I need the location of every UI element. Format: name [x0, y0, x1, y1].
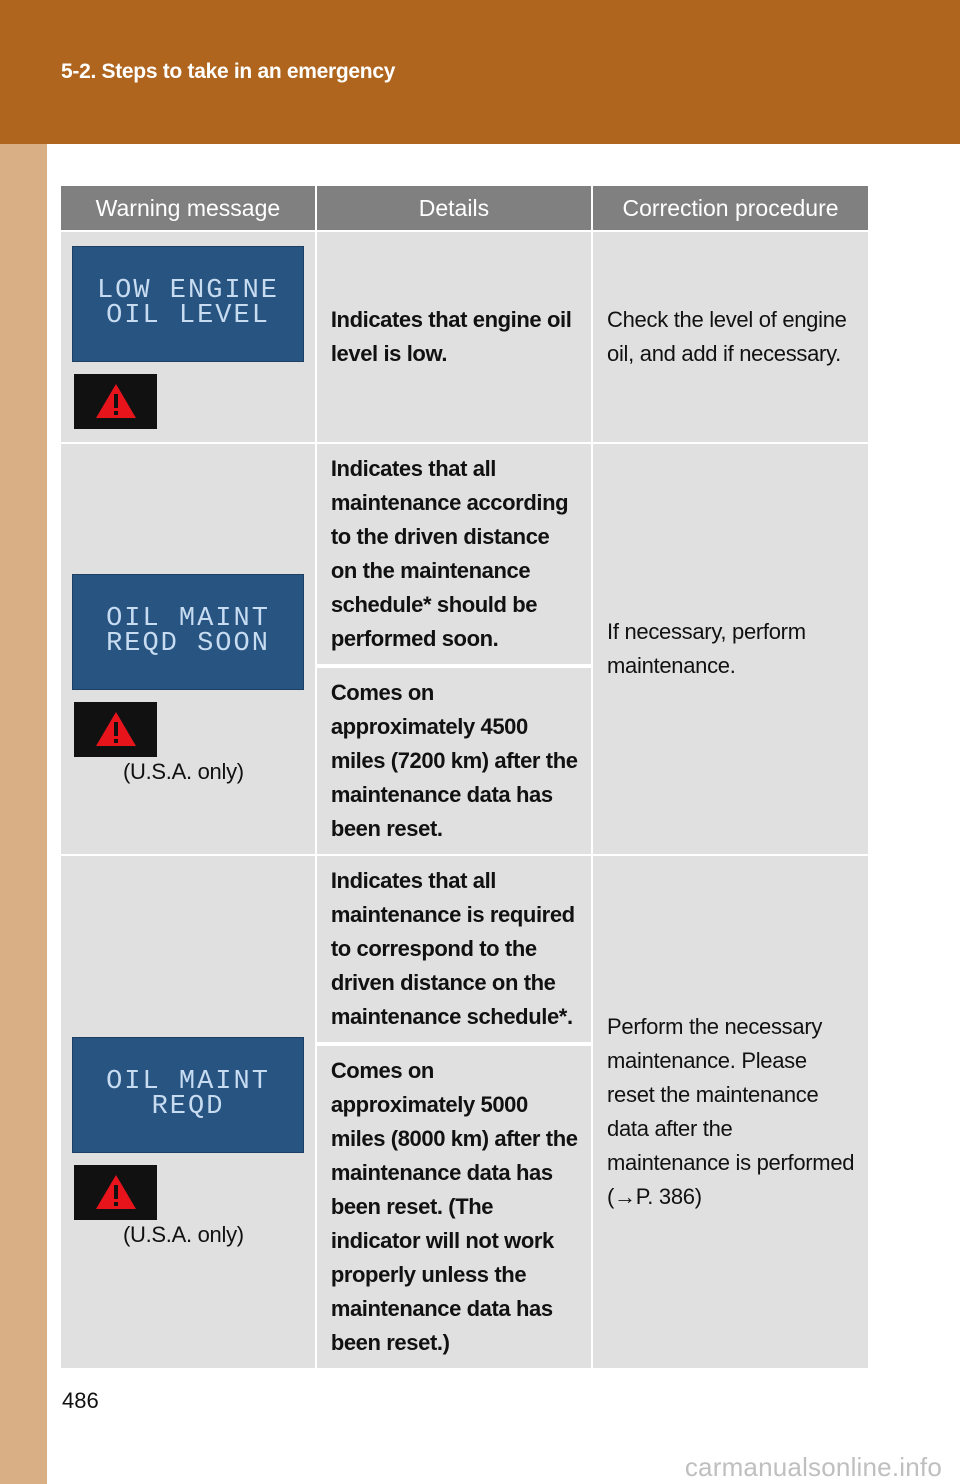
warning-message-table: [59, 186, 870, 1370]
watermark: carmanualsonline.info: [684, 1452, 942, 1482]
page-number: 486: [62, 1388, 99, 1413]
warning-triangle-icon: [74, 702, 157, 757]
table-row: [61, 232, 868, 444]
details-cell: [317, 856, 591, 1044]
warning-triangle-icon: [74, 1165, 157, 1220]
details-cell: [317, 232, 591, 444]
warning-message-cell: [61, 232, 315, 444]
column-header-details: Details: [317, 186, 591, 232]
table-row: [61, 856, 868, 1044]
display-message-line: REQD: [151, 1091, 225, 1122]
correction-text: If necessary, perform maintenance.: [607, 619, 806, 678]
details-text: Indicates that all maintenance according to the driven distance on the maintenance schedule* should be performed soon.: [330, 456, 569, 651]
table-row: [61, 444, 868, 666]
column-header-warning-message: Warning message: [61, 186, 315, 232]
details-text: Indicates that engine oil level is low.: [330, 307, 572, 366]
display-message-line: OIL LEVEL: [106, 300, 270, 331]
display-message-line: REQD SOON: [106, 628, 270, 659]
warning-message-cell: [61, 444, 315, 856]
correction-cell: [593, 856, 868, 1370]
details-text: Indicates that all maintenance is required to correspond to the driven distance on the maintenance schedule*.: [330, 868, 575, 1029]
correction-text: Perform the necessary maintenance. Please reset the maintenance data after the maintenance is performed (→P. 386): [607, 1014, 855, 1209]
display-message-line: OIL MAINT: [106, 603, 270, 634]
correction-text: Check the level of engine oil, and add if necessary.: [607, 307, 847, 366]
details-cell: [317, 1044, 591, 1370]
display-message: [72, 246, 304, 362]
correction-cell: [593, 232, 868, 444]
correction-cell: [593, 444, 868, 856]
details-cell: [317, 444, 591, 666]
display-message: [72, 574, 304, 690]
region-note: (U.S.A. only): [123, 758, 244, 784]
page-header: [0, 0, 960, 144]
details-cell: [317, 666, 591, 856]
details-text: Comes on approximately 5000 miles (8000 km) after the maintenance data has been reset. (The indicator will not work properly unless the maintenance data has been reset.): [330, 1058, 578, 1355]
section-title: 5-2. Steps to take in an emergency: [61, 60, 396, 83]
table-header-row: [61, 186, 868, 232]
column-header-correction-procedure: Correction procedure: [593, 186, 868, 232]
side-tab-strip: [0, 144, 47, 1484]
display-message: [72, 1037, 304, 1153]
display-message-line: LOW ENGINE: [96, 275, 280, 306]
warning-triangle-icon: [74, 374, 157, 429]
details-text: Comes on approximately 4500 miles (7200 km) after the maintenance data has been reset.: [330, 680, 578, 841]
display-message-line: OIL MAINT: [106, 1066, 270, 1097]
region-note: (U.S.A. only): [123, 1221, 244, 1247]
warning-message-cell: [61, 856, 315, 1370]
